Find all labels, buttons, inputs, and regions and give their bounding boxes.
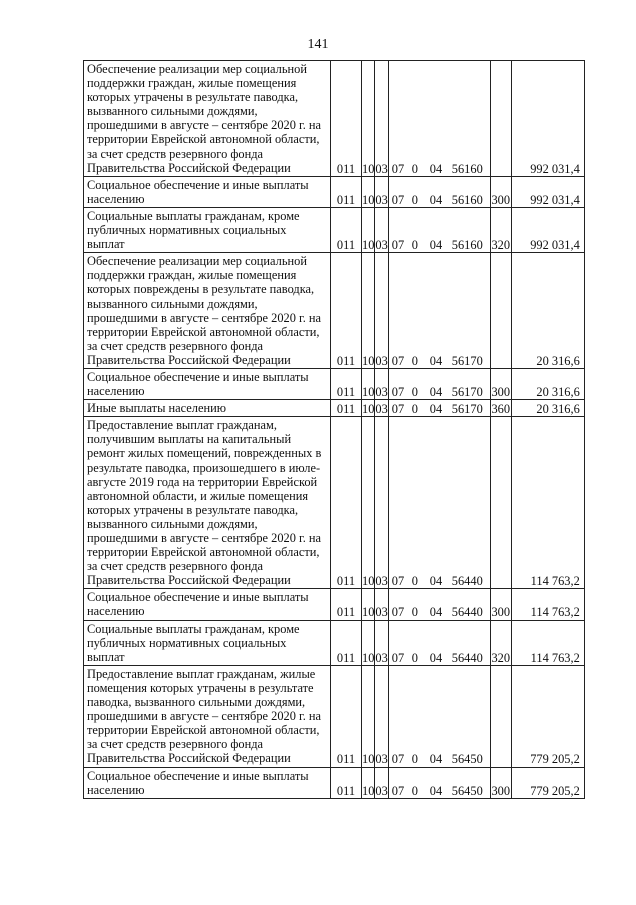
grbs-code: 011 [331, 176, 362, 207]
target-code-part: 0 [411, 353, 418, 368]
target-code-part: 04 [429, 353, 443, 368]
section-code: 10 [362, 253, 375, 369]
target-article-code [388, 767, 490, 798]
amount-value: 779 205,2 [511, 767, 584, 798]
grbs-code: 011 [331, 417, 362, 589]
row-description: Социальное обеспечение и иные выплаты населению [84, 368, 331, 399]
grbs-code: 011 [331, 368, 362, 399]
target-article-code [388, 400, 490, 417]
target-code-part: 0 [411, 783, 418, 798]
target-code-part: 56170 [451, 353, 483, 368]
amount-value: 992 031,4 [511, 176, 584, 207]
target-code-part: 0 [411, 238, 418, 253]
grbs-code: 011 [331, 61, 362, 177]
table-row [84, 176, 585, 207]
row-description: Предоставление выплат гражданам, получившим выплаты на капитальный ремонт жилых помещений, поврежденных в результате паводка, произошедшего в июле-августе 2019 года на территории Еврейской автономной области, и жилые помещения которых утрачены в результате паводка, вызванного сильными дождями, прошедшими в августе – сентябре 2020 г. на территории Еврейской автономной области, за счет средств резервного фонда Правительства Российской Федерации [84, 417, 331, 589]
grbs-code: 011 [331, 620, 362, 665]
amount-value: 114 763,2 [511, 417, 584, 589]
target-code-part: 07 [391, 752, 405, 767]
target-code-part: 04 [429, 752, 443, 767]
subsection-code: 03 [375, 665, 388, 767]
subsection-code: 03 [375, 253, 388, 369]
target-code-part: 07 [391, 605, 405, 620]
grbs-code: 011 [331, 665, 362, 767]
target-code-part: 0 [411, 752, 418, 767]
amount-value: 779 205,2 [511, 665, 584, 767]
target-code-part: 0 [411, 605, 418, 620]
section-code: 10 [362, 417, 375, 589]
target-article-code [388, 61, 490, 177]
section-code: 10 [362, 589, 375, 620]
target-code-part: 07 [391, 402, 405, 417]
subsection-code: 03 [375, 417, 388, 589]
row-description: Обеспечение реализации мер социальной поддержки граждан, жилые помещения которых утрачены в результате паводка, вызванного сильными дождями, прошедшими в августе – сентябре 2020 г. на территории Еврейской автономной области, за счет средств резервного фонда Правительства Российской Федерации [84, 61, 331, 177]
target-article-code [388, 665, 490, 767]
expense-type-code: 360 [490, 400, 511, 417]
expense-type-code [490, 61, 511, 177]
subsection-code: 03 [375, 400, 388, 417]
subsection-code: 03 [375, 620, 388, 665]
target-code-part: 04 [429, 402, 443, 417]
table-row [84, 253, 585, 369]
expense-type-code [490, 665, 511, 767]
target-code-part: 07 [391, 783, 405, 798]
target-code-part: 04 [429, 385, 443, 400]
grbs-code: 011 [331, 253, 362, 369]
row-description: Социальные выплаты гражданам, кроме публичных нормативных социальных выплат [84, 620, 331, 665]
table-row [84, 417, 585, 589]
grbs-code: 011 [331, 207, 362, 252]
section-code: 10 [362, 61, 375, 177]
expense-type-code: 300 [490, 176, 511, 207]
target-code-part: 0 [411, 574, 418, 589]
row-description: Иные выплаты населению [84, 400, 331, 417]
target-code-part: 07 [391, 650, 405, 665]
target-code-part: 07 [391, 385, 405, 400]
expense-type-code: 320 [490, 207, 511, 252]
target-code-part: 04 [429, 238, 443, 253]
section-code: 10 [362, 767, 375, 798]
target-article-code [388, 620, 490, 665]
target-code-part: 04 [429, 192, 443, 207]
section-code: 10 [362, 207, 375, 252]
target-code-part: 0 [411, 402, 418, 417]
target-code-part: 04 [429, 605, 443, 620]
target-article-code [388, 253, 490, 369]
subsection-code: 03 [375, 767, 388, 798]
subsection-code: 03 [375, 61, 388, 177]
section-code: 10 [362, 176, 375, 207]
subsection-code: 03 [375, 589, 388, 620]
amount-value: 20 316,6 [511, 400, 584, 417]
amount-value: 114 763,2 [511, 589, 584, 620]
budget-table [83, 60, 585, 799]
section-code: 10 [362, 620, 375, 665]
expense-type-code: 300 [490, 589, 511, 620]
section-code: 10 [362, 665, 375, 767]
row-description: Социальное обеспечение и иные выплаты населению [84, 767, 331, 798]
grbs-code: 011 [331, 400, 362, 417]
table-row [84, 665, 585, 767]
amount-value: 992 031,4 [511, 61, 584, 177]
target-code-part: 56160 [451, 238, 483, 253]
table-row [84, 368, 585, 399]
expense-type-code: 320 [490, 620, 511, 665]
target-code-part: 56440 [451, 650, 483, 665]
amount-value: 114 763,2 [511, 620, 584, 665]
subsection-code: 03 [375, 207, 388, 252]
row-description: Предоставление выплат гражданам, жилые помещения которых утрачены в результате паводка, вызванного сильными дождями, прошедшими в августе – сентябре 2020 г. на территории Еврейской автономной области, за счет средств резервного фонда Правительства Российской Федерации [84, 665, 331, 767]
target-code-part: 07 [391, 574, 405, 589]
table-row [84, 61, 585, 177]
target-code-part: 07 [391, 353, 405, 368]
row-description: Социальные выплаты гражданам, кроме публичных нормативных социальных выплат [84, 207, 331, 252]
row-description: Социальное обеспечение и иные выплаты населению [84, 589, 331, 620]
table-row [84, 767, 585, 798]
amount-value: 20 316,6 [511, 368, 584, 399]
target-code-part: 07 [391, 192, 405, 207]
target-code-part: 0 [411, 385, 418, 400]
target-code-part: 56440 [451, 574, 483, 589]
target-code-part: 56160 [451, 192, 483, 207]
page-number: 141 [307, 37, 329, 52]
section-code: 10 [362, 368, 375, 399]
target-article-code [388, 417, 490, 589]
target-code-part: 56450 [451, 752, 483, 767]
expense-type-code: 300 [490, 767, 511, 798]
target-code-part: 04 [429, 161, 443, 176]
target-code-part: 56170 [451, 385, 483, 400]
section-code: 10 [362, 400, 375, 417]
table-row [84, 589, 585, 620]
target-code-part: 56160 [451, 161, 483, 176]
target-code-part: 07 [391, 161, 405, 176]
table-row [84, 620, 585, 665]
target-code-part: 56170 [451, 402, 483, 417]
target-article-code [388, 589, 490, 620]
expense-type-code [490, 253, 511, 369]
row-description: Обеспечение реализации мер социальной поддержки граждан, жилые помещения которых повреждены в результате паводка, вызванного сильными дождями, прошедшими в августе – сентябре 2020 г. на территории Еврейской автономной области, за счет средств резервного фонда Правительства Российской Федерации [84, 253, 331, 369]
target-code-part: 56440 [451, 605, 483, 620]
target-code-part: 04 [429, 574, 443, 589]
target-code-part: 0 [411, 161, 418, 176]
target-article-code [388, 207, 490, 252]
expense-type-code: 300 [490, 368, 511, 399]
target-article-code [388, 176, 490, 207]
target-article-code [388, 368, 490, 399]
amount-value: 992 031,4 [511, 207, 584, 252]
table-row [84, 400, 585, 417]
expense-type-code [490, 417, 511, 589]
amount-value: 20 316,6 [511, 253, 584, 369]
target-code-part: 04 [429, 650, 443, 665]
target-code-part: 56450 [451, 783, 483, 798]
grbs-code: 011 [331, 767, 362, 798]
table-row [84, 207, 585, 252]
target-code-part: 0 [411, 192, 418, 207]
subsection-code: 03 [375, 176, 388, 207]
target-code-part: 07 [391, 238, 405, 253]
target-code-part: 0 [411, 650, 418, 665]
grbs-code: 011 [331, 589, 362, 620]
target-code-part: 04 [429, 783, 443, 798]
row-description: Социальное обеспечение и иные выплаты населению [84, 176, 331, 207]
subsection-code: 03 [375, 368, 388, 399]
